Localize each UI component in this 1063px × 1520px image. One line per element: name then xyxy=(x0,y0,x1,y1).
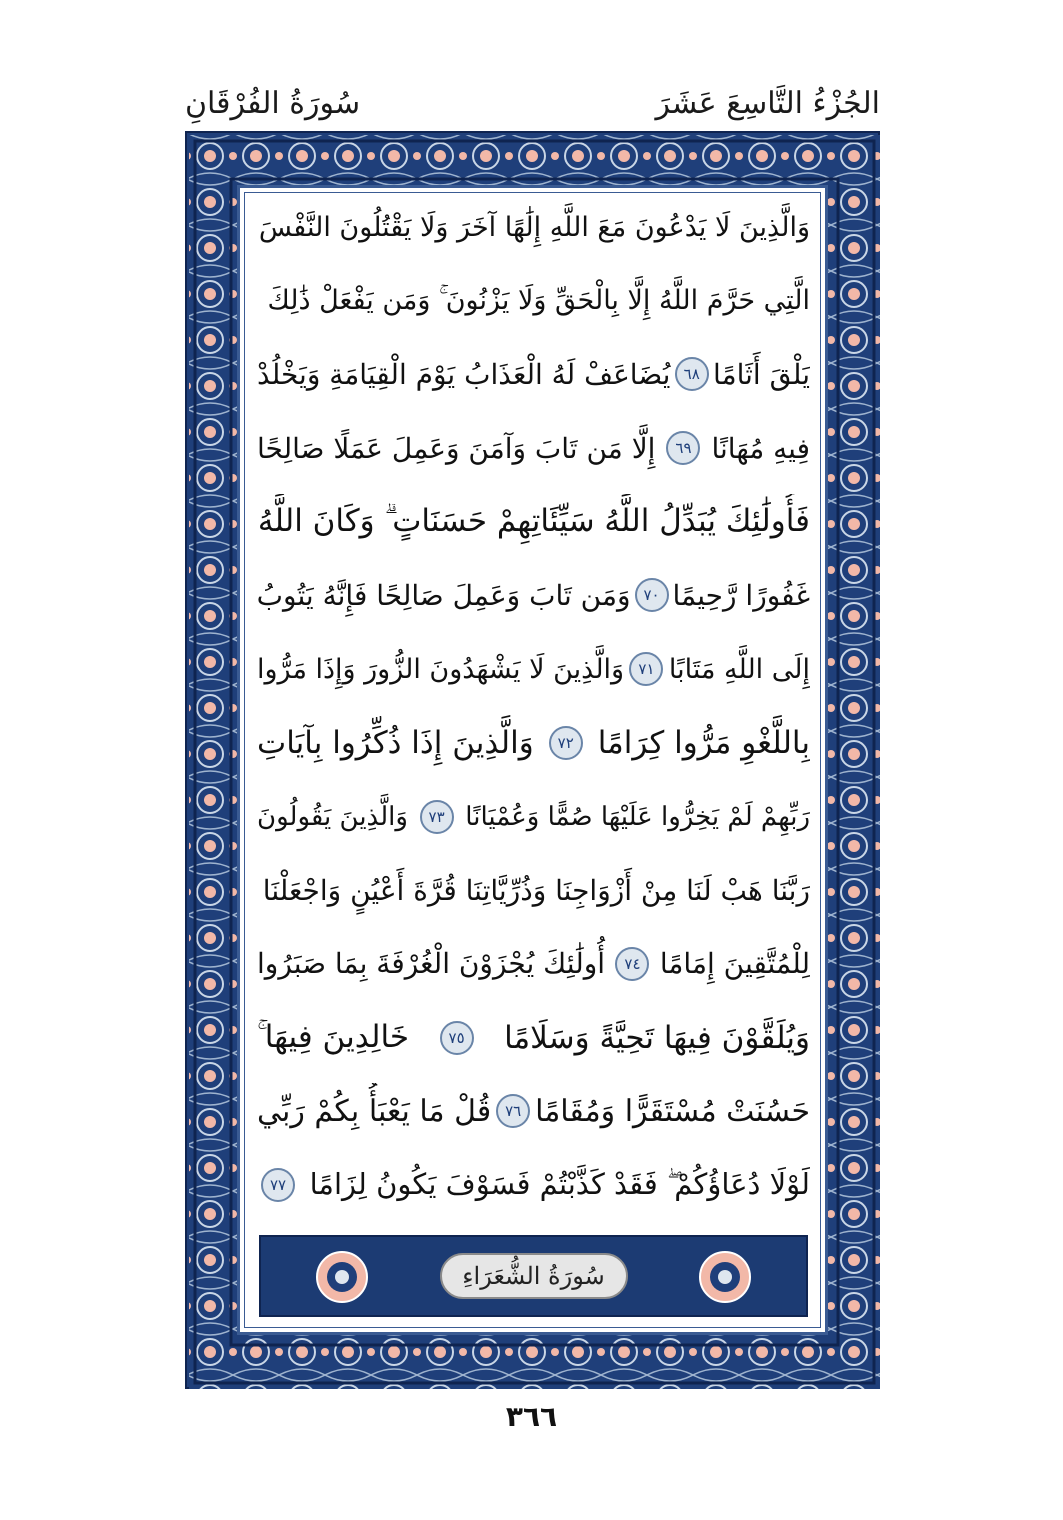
verse-line xyxy=(257,1157,810,1213)
verse-line xyxy=(257,420,810,476)
ayah-number-marker: ٧١ xyxy=(629,652,663,686)
ayah-number-marker: ٧٢ xyxy=(549,726,583,760)
verse-line xyxy=(257,1083,810,1139)
verse-text: رَبَّنَا هَبْ لَنَا مِنْ أَزْوَاجِنَا وَذُرِّيَّاتِنَا قُرَّةَ أَعْيُنٍ وَاجْعَلْنَا xyxy=(262,873,810,907)
verse-line xyxy=(257,494,810,550)
verse-text: فِيهِ مُهَانًا xyxy=(711,431,810,465)
verse-text: وَالَّذِينَ يَقُولُونَ xyxy=(257,801,408,832)
verse-line xyxy=(257,567,810,623)
page-header xyxy=(185,78,880,128)
surah-name: سُورَةُ الفُرْقَانِ xyxy=(185,85,361,121)
left-rosette-icon xyxy=(315,1250,369,1304)
verse-text: يُضَاعَفْ لَهُ الْعَذَابُ يَوْمَ الْقِيَامَةِ وَيَخْلُدْ xyxy=(257,357,671,391)
verse-line xyxy=(257,862,810,918)
verse-line xyxy=(257,641,810,697)
verse-text: لِلْمُتَّقِينَ إِمَامًا xyxy=(659,947,810,981)
verse-line xyxy=(257,936,810,992)
verse-text: لَوْلَا دُعَاؤُكُمْ ۖ فَقَدْ كَذَّبْتُمْ فَسَوْفَ يَكُونُ لِزَامًا xyxy=(309,1167,810,1202)
verse-line xyxy=(257,1010,810,1066)
next-surah-title: سُورَةُ الشُّعَرَاءِ xyxy=(440,1253,628,1299)
ayah-number-marker: ٧٤ xyxy=(615,947,649,981)
verse-line xyxy=(257,273,810,329)
ayah-number-marker: ٧٣ xyxy=(420,800,454,834)
verse-text: غَفُورًا رَّحِيمًا xyxy=(672,578,810,612)
ornamental-frame xyxy=(185,131,880,1389)
verse-text: يَلْقَ أَثَامًا xyxy=(713,357,810,391)
verse-text: إِلَّا مَن تَابَ وَآمَنَ وَعَمِلَ عَمَلًا صَالِحًا xyxy=(257,431,656,465)
verse-text: قُلْ مَا يَعْبَأُ بِكُمْ رَبِّي xyxy=(257,1093,492,1129)
surah-header-banner xyxy=(259,1235,808,1317)
juz-name: الجُزْءُ التَّاسِعَ عَشَرَ xyxy=(655,85,880,121)
ayah-number-marker: ٧٧ xyxy=(261,1168,295,1202)
verse-text: رَبِّهِمْ لَمْ يَخِرُّوا عَلَيْهَا صُمًّا وَعُمْيَانًا xyxy=(465,801,810,832)
ayah-number-marker: ٦٨ xyxy=(675,357,709,391)
verse-text: وَالَّذِينَ إِذَا ذُكِّرُوا بِآيَاتِ xyxy=(257,724,534,761)
ayah-number-marker: ٦٩ xyxy=(666,431,700,465)
ayah-number-marker: ٧٦ xyxy=(496,1094,530,1128)
page-number: ٣٦٦ xyxy=(505,1400,558,1433)
verse-text: وَالَّذِينَ لَا يَشْهَدُونَ الزُّورَ وَإِذَا مَرُّوا xyxy=(257,653,625,685)
ayah-number-marker: ٧٠ xyxy=(635,578,669,612)
verse-line xyxy=(257,199,810,255)
verse-line xyxy=(257,715,810,771)
ayah-number-marker: ٧٥ xyxy=(440,1021,474,1055)
verse-text: أُولَٰئِكَ يُجْزَوْنَ الْغُرْفَةَ بِمَا صَبَرُوا xyxy=(257,947,606,981)
verse-line xyxy=(257,346,810,402)
verse-text: وَيُلَقَّوْنَ فِيهَا تَحِيَّةً وَسَلَامًا xyxy=(504,1019,810,1056)
verse-text: إِلَى اللَّهِ مَتَابًا xyxy=(668,653,810,685)
right-rosette-icon xyxy=(698,1250,752,1304)
verse-text: وَمَن تَابَ وَعَمِلَ صَالِحًا فَإِنَّهُ يَتُوبُ xyxy=(257,578,631,612)
verse-text: حَسُنَتْ مُسْتَقَرًّا وَمُقَامًا xyxy=(535,1093,810,1129)
verses-block xyxy=(257,199,810,1213)
verse-text: خَالِدِينَ فِيهَا ۚ xyxy=(257,1019,410,1056)
verse-text: وَالَّذِينَ لَا يَدْعُونَ مَعَ اللَّهِ إِلَٰهًا آخَرَ وَلَا يَقْتُلُونَ النَّفْسَ xyxy=(258,211,810,243)
verse-text: بِاللَّغْوِ مَرُّوا كِرَامًا xyxy=(597,724,810,761)
verse-text: فَأُولَٰئِكَ يُبَدِّلُ اللَّهُ سَيِّئَاتِهِمْ حَسَنَاتٍ ۗ وَكَانَ اللَّهُ xyxy=(257,503,810,540)
verse-line xyxy=(257,789,810,845)
verse-text: الَّتِي حَرَّمَ اللَّهُ إِلَّا بِالْحَقِّ وَلَا يَزْنُونَ ۚ وَمَن يَفْعَلْ ذَٰلِكَ xyxy=(267,284,810,316)
